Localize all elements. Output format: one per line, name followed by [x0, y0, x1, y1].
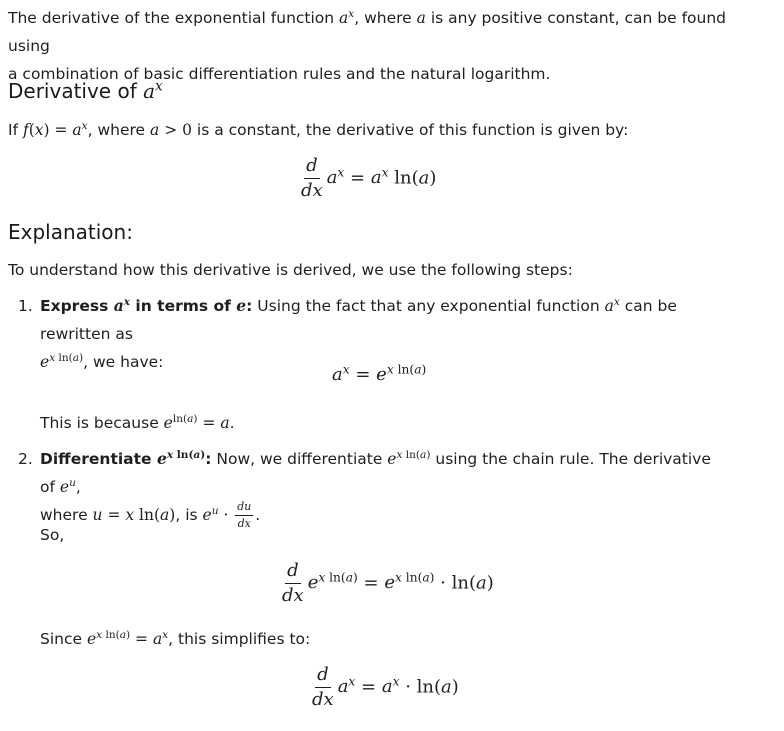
step-2-bold-2: :	[205, 450, 212, 468]
step-2-marker: 2.	[18, 450, 33, 468]
step-2-bold-1: Differentiate	[40, 450, 157, 468]
d-dx-fraction-2: $\frac{d}{dx}$	[282, 560, 304, 606]
step-2-so: So,	[40, 526, 65, 544]
step-1-text-3: , we have:	[83, 353, 164, 371]
statement-text-3: is a constant, the derivative of this function is given by:	[191, 121, 629, 139]
step-1-text: Express $a^x$ in terms of e: Using the fact that any exponential function $a^x$ can be rewritten as $e^{x ln(a)}$, we have:	[40, 296, 677, 371]
step-1-bold-1: Express	[40, 297, 114, 315]
step-2-text-6: .	[255, 506, 261, 524]
step-1-bold-3: :	[246, 297, 253, 315]
intro-text-3: is any positive constant, can be found using	[8, 9, 727, 55]
intro-text-4: a combination of basic differentiation rules and the natural logarithm.	[8, 65, 551, 83]
du-dx-fraction: $\frac{du}{dx}$	[237, 500, 252, 530]
step-1-text-2: can be rewritten as	[40, 297, 677, 343]
steps-intro: To understand how this derivative is derived, we use the following steps:	[8, 261, 573, 279]
step-1-bold-2: in terms of	[130, 297, 237, 315]
step-1-text-1: Using the fact that any exponential function	[252, 297, 605, 315]
step-2-text-3: ,	[75, 478, 81, 496]
heading-text: Derivative of	[8, 79, 144, 103]
statement-paragraph: If $f(x) = a^x$, where a > 0 is a constant, the derivative of this function is given by:	[8, 120, 629, 139]
d-dx-fraction: $\frac{d}{dx}$	[301, 155, 323, 201]
step-2-text-2: using the chain rule. The derivative of	[40, 450, 711, 496]
final-formula: $\frac{d}{dx}$ $a^x = a^x \cdot \ln(a)$	[312, 664, 459, 710]
section-heading-derivative: Derivative of $a^x$	[8, 78, 163, 103]
step-2-formula: $\frac{d}{dx}$ $e^{x ln(a)} = e^{x ln(a)} \cdot \ln(a)$	[282, 560, 494, 606]
statement-text-1: If	[8, 121, 23, 139]
step-2-text-5: , is	[175, 506, 203, 524]
step-2-text-1: Now, we differentiate	[211, 450, 388, 468]
since-text-1: Since	[40, 630, 87, 648]
step-2-text-4: where	[40, 506, 93, 524]
step-1-marker: 1.	[18, 297, 33, 315]
step-1-formula: $a^x = e^{x ln(a)}$	[332, 362, 427, 385]
step-2-since: Since $e^{x ln(a)} = a^x$, this simplifies to:	[40, 629, 311, 648]
section-heading-explanation: Explanation:	[8, 220, 133, 244]
intro-paragraph: The derivative of the exponential function $a^x$, where a is any positive constant, can be found using a combination of basic differentiation rules and the natural logarithm.	[8, 8, 727, 83]
step-2-text: Differentiate $e^{x ln(a)}$: Now, we differentiate $e^{x ln(a)}$ using the chain rule. The derivative of $e^u$, where u = x ln(a), is $e^u$ · $\frac{du}{dx}$ .	[40, 449, 711, 530]
step-1-because: This is because $e^{ln(a)} = a$.	[40, 413, 235, 432]
intro-text-2: , where	[354, 9, 417, 27]
because-text: This is because	[40, 414, 164, 432]
intro-text-1: The derivative of the exponential function	[8, 9, 340, 27]
main-derivative-formula: $\frac{d}{dx}$ $a^x = a^x$ ln(a)	[301, 155, 437, 201]
d-dx-fraction-3: $\frac{d}{dx}$	[312, 664, 334, 710]
since-text-2: , this simplifies to:	[168, 630, 311, 648]
statement-text-2: , where	[87, 121, 151, 139]
